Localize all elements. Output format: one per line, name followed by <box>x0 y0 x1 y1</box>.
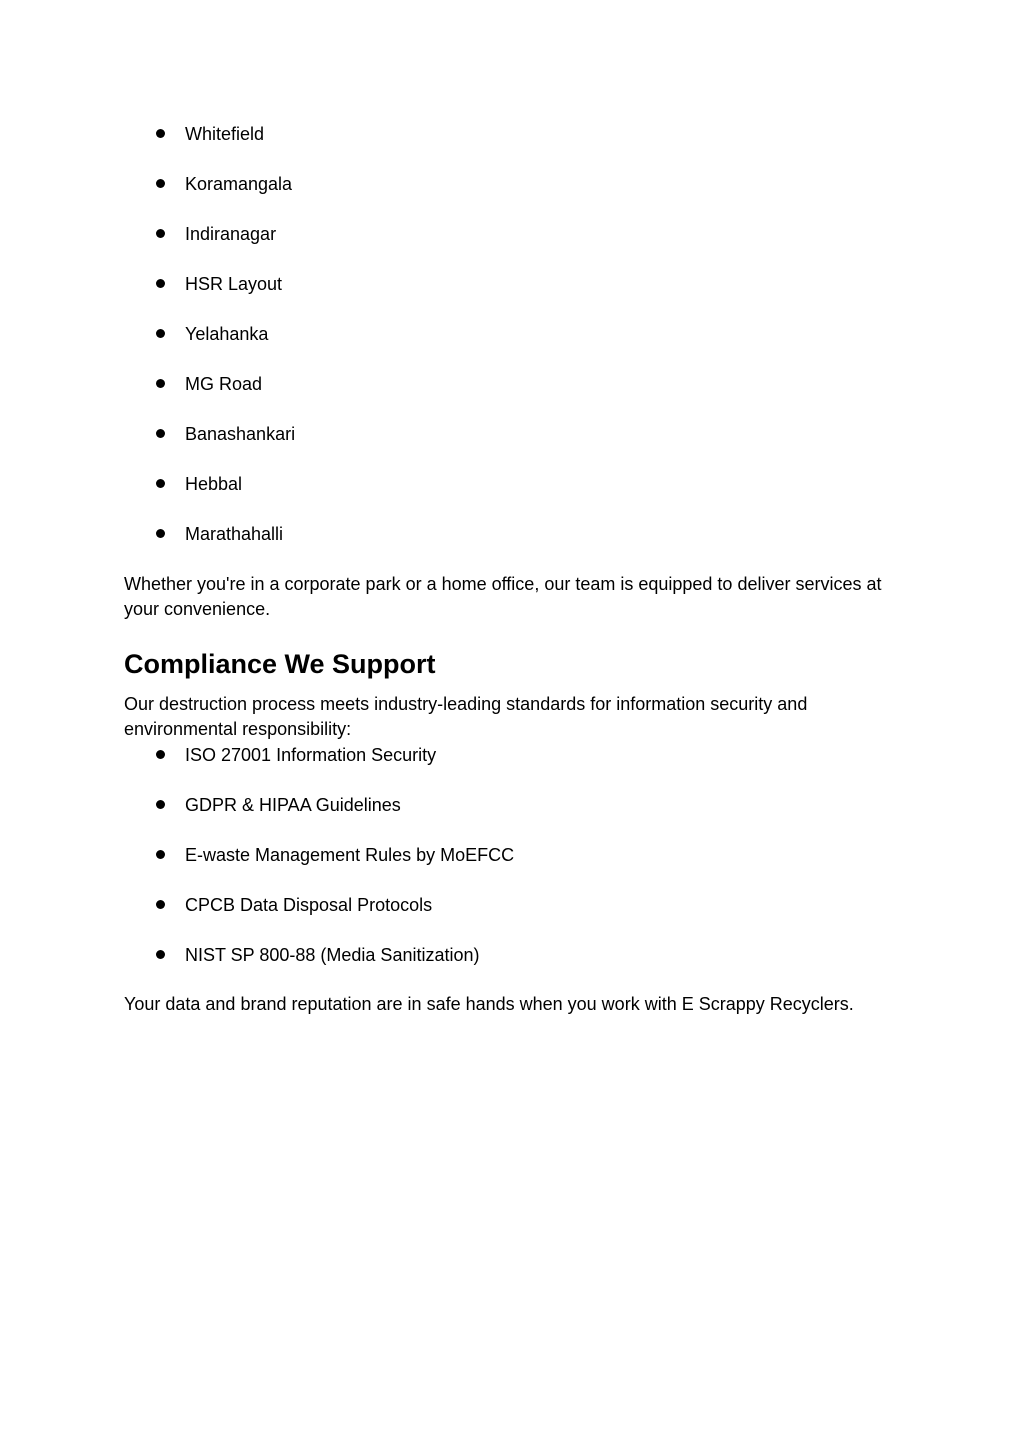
list-item <box>124 470 295 520</box>
list-item-text: HSR Layout <box>185 274 283 294</box>
bullet-icon <box>156 229 165 238</box>
list-item-text: ISO 27001 Information Security <box>185 745 437 765</box>
bullet-icon <box>156 329 165 338</box>
list-item-text: Whitefield <box>185 124 265 144</box>
bullet-icon <box>156 179 165 188</box>
list-item-text: Indiranagar <box>185 224 277 244</box>
bullet-icon <box>156 850 165 859</box>
compliance-closing-paragraph: Your data and brand reputation are in safe hands when you work with E Scrappy Recyclers. <box>124 994 854 1014</box>
list-item-text: NIST SP 800-88 (Media Sanitization) <box>185 945 480 965</box>
list-item <box>124 220 295 270</box>
list-item-text: Banashankari <box>185 424 296 444</box>
list-item-text: MG Road <box>185 374 263 394</box>
list-item-text: CPCB Data Disposal Protocols <box>185 895 433 915</box>
list-item-text: GDPR & HIPAA Guidelines <box>185 795 401 815</box>
service-locations-list <box>124 120 295 570</box>
list-item <box>124 891 514 941</box>
bullet-icon <box>156 479 165 488</box>
list-item <box>124 841 514 891</box>
bullet-icon <box>156 750 165 759</box>
section-heading: Compliance We Support <box>124 649 436 679</box>
list-item-text: Yelahanka <box>185 324 269 344</box>
compliance-intro-paragraph: Our destruction process meets industry-leading standards for information security and environmental responsibility: <box>124 694 808 739</box>
locations-closing-paragraph: Whether you're in a corporate park or a home office, our team is equipped to deliver services at your convenience. <box>124 574 882 619</box>
list-item <box>124 170 295 220</box>
bullet-icon <box>156 429 165 438</box>
bullet-icon <box>156 379 165 388</box>
bullet-icon <box>156 129 165 138</box>
bullet-icon <box>156 529 165 538</box>
list-item <box>124 370 295 420</box>
list-item-text: Marathahalli <box>185 524 284 544</box>
bullet-icon <box>156 950 165 959</box>
list-item <box>124 941 514 991</box>
list-item <box>124 320 295 370</box>
list-item-text: Koramangala <box>185 174 293 194</box>
bullet-icon <box>156 900 165 909</box>
bullet-icon <box>156 800 165 809</box>
list-item <box>124 741 514 791</box>
list-item <box>124 120 295 170</box>
list-item-text: E-waste Management Rules by MoEFCC <box>185 845 515 865</box>
list-item <box>124 520 295 570</box>
list-item-text: Hebbal <box>185 474 243 494</box>
compliance-standards-list <box>124 741 514 991</box>
list-item <box>124 270 295 320</box>
list-item <box>124 420 295 470</box>
list-item <box>124 791 514 841</box>
bullet-icon <box>156 279 165 288</box>
